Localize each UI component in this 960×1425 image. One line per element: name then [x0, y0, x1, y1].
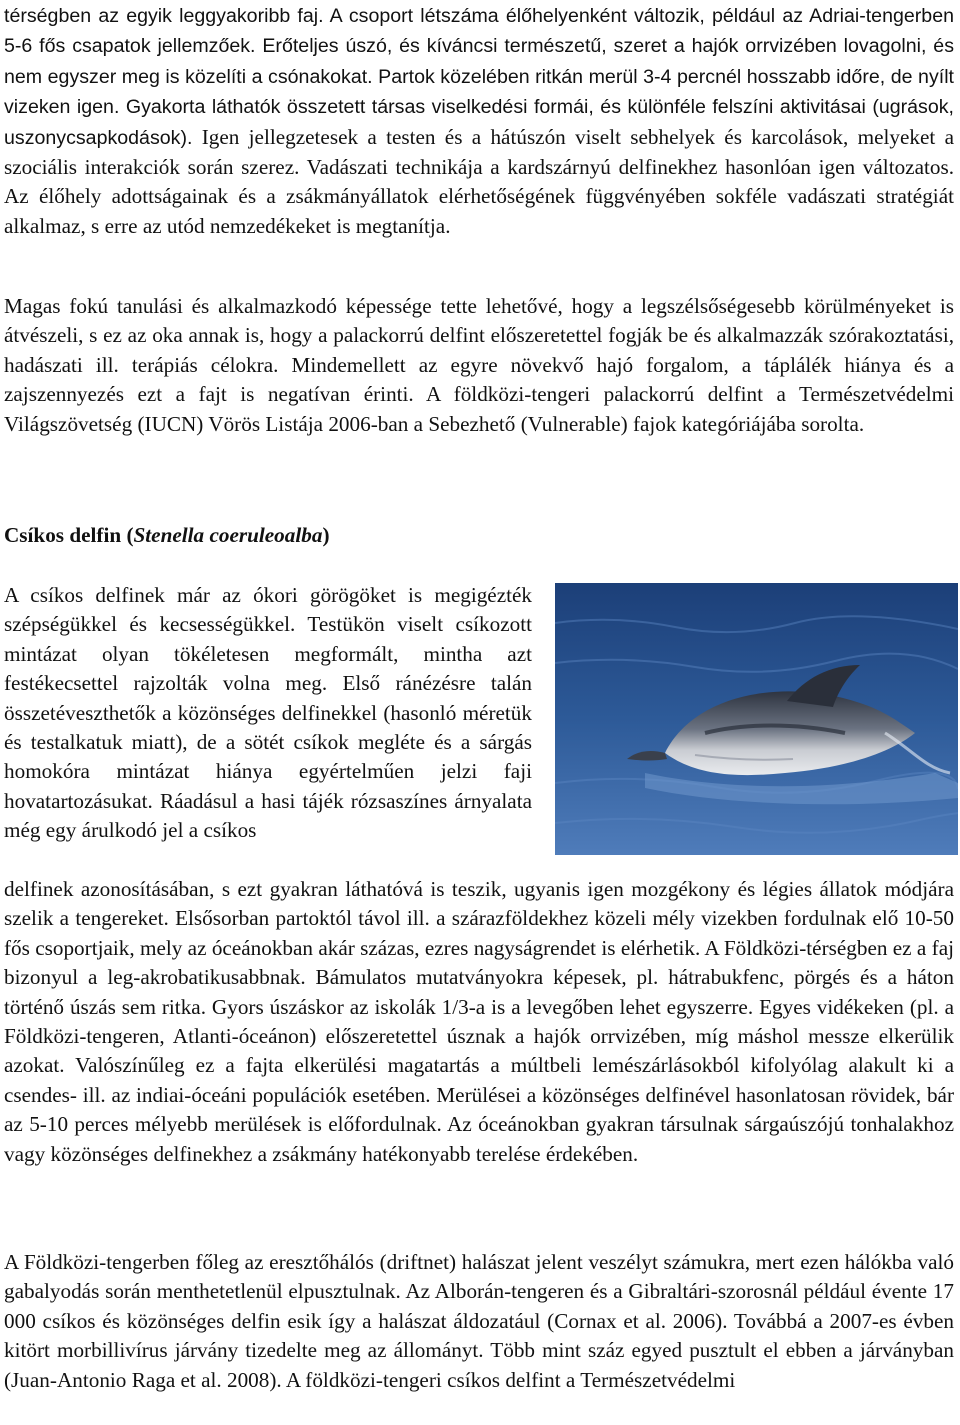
heading-common-name: Csíkos delfin ( — [4, 523, 134, 547]
heading-close-paren: ) — [322, 523, 330, 547]
section-heading-striped-dolphin — [4, 521, 330, 550]
paragraph-striped-dolphin-intro: A csíkos delfinek már az ókori görögöket is megigézték szépségükkel és kecsességükkel. Testükön viselt csíkozott mintázat olyan tökéletesen megformált, mintha azt festékecsettel rajzolták volna meg. Első ránézésre talán összetéveszthetők a közönséges delfinekkel (hasonló méretük és testalkatuk miatt), de a sötét csíkok megléte és a sárgás homokóra mintázat hiánya egyértelműen jelzi faji hovatartozásukat. Ráadásul a hasi tájék rózsaszínes árnyalata még egy árulkodó jel a csíkos — [4, 583, 532, 843]
striped-dolphin-photo — [555, 583, 958, 855]
paragraph-bottlenose-threats: Magas fokú tanulási és alkalmazkodó képessége tette lehetővé, hogy a legszélsőségesebb körülményeket is átvészeli, s ez az oka annak is, hogy a palackorrú delfint előszeretettel fogják be és alkalmazzák szórakoztatási, hadászati ill. terápiás célokra. Mindemellett az egyre növekvő hajó forgalom, a táplálék hiánya és a zajszennyezés ezt a fajt is negatívan érinti. A földközi-tengeri palackorrú delfint a Természetvédelmi Világszövetség (IUCN) Vörös Listája 2006-ban a Sebezhető (Vulnerable) fajok kategóriájába sorolta. — [4, 294, 954, 436]
paragraph-bottlenose-behaviour-part1: térségben az egyik leggyakoribb faj. A csoport létszáma élőhelyenként változik, például az Adriai-tengerben 5-6 fős csapatok jellemzőek. Erőteljes úszó, és kíváncsi természetű, szeret a hajók orrvizében lovagolni, és nem egyszer meg is közelíti a csónakokat. Partok közelében ritkán merül 3-4 percnél hosszabb időre, de nyílt vizeken igen. Gyakorta láthatók összetett társas viselkedési formái, és különféle felszíni aktivitásai (ugrások, uszonycsapkodások). — [4, 5, 954, 149]
paragraph-striped-dolphin-threats: A Földközi-tengerben főleg az eresztőhálós (driftnet) halászat jelent veszélyt számukra, mert ezen hálókba való gabalyodás során menthetetlenül elpusztulnak. Az Alborán-tengeren és a Gibraltári-szorosnál például évente 17 000 csíkos és közönséges delfin esik így a halászat áldozatául (Cornax et al. 2006). Továbbá a 2007-es évben kitört morbillivírus járvány tizedelte meg az állományt. Több mint száz egyed pusztult el ebben a járványban (Juan-Antonio Raga et al. 2008). A földközi-tengeri csíkos delfint a Természetvédelmi — [4, 1250, 954, 1392]
paragraph-bottlenose-behaviour-part2: Igen jellegzetesek a testen és a hátúszón viselt sebhelyek és karcolások, melyeket a szociális interakciók során szerez. Vadászati technikája a kardszárnyú delfinekhez hasonlóan igen változatos. Az élőhely adottságainak és a zsákmányállatok elérhetőségének függvényében sokféle vadászati stratégiát alkalmaz, s erre az utód nemzedékeket is megtanítja. — [4, 124, 954, 238]
paragraph-striped-dolphin-behaviour: delfinek azonosításában, s ezt gyakran láthatóvá is teszik, ugyanis igen mozgékony és légies állatok módjára szelik a tengereket. Elsősorban partoktól távol ill. a szárazföldekhez közeli mély vizekben fordulnak elő 10-50 fős csoportjaik, mely az óceánokban akár százas, ezres nagyságrendet is elérhetik. A Földközi-térségben ez a faj bizonyul a leg-akrobatikusabbnak. Bámulatos mutatványokra képesek, pl. hátrabukfenc, pörgés és a háton történő úszás sem ritka. Gyors úszáskor az iskolák 1/3-a is a levegőben lehet egyszerre. Egyes vidékeken (pl. a Földközi-tengeren, Atlanti-óceánon) előszeretettel úsznak a hajók orrvizében, míg máshol messze elkerülik azokat. Valószínűleg ez a fajta elkerülési magatartás a múltbeli lemészárlásokból kifolyólag alakult ki a csendes- ill. az indiai-óceáni populációk esetében. Merülései a közönséges delfinével hasonlatosan rövidek, bár az 5-10 perces mélyebb merülések is előfordulnak. Az óceánokban gyakran társulnak sárgaúszójú tonhalakhoz vagy közönséges delfinekhez a zsákmány hatékonyabb terelése érdekében. — [4, 877, 954, 1166]
dolphin-image — [555, 583, 958, 855]
paragraph-bottlenose-behaviour — [4, 1, 954, 241]
heading-species-name: Stenella coeruleoalba — [133, 523, 323, 547]
